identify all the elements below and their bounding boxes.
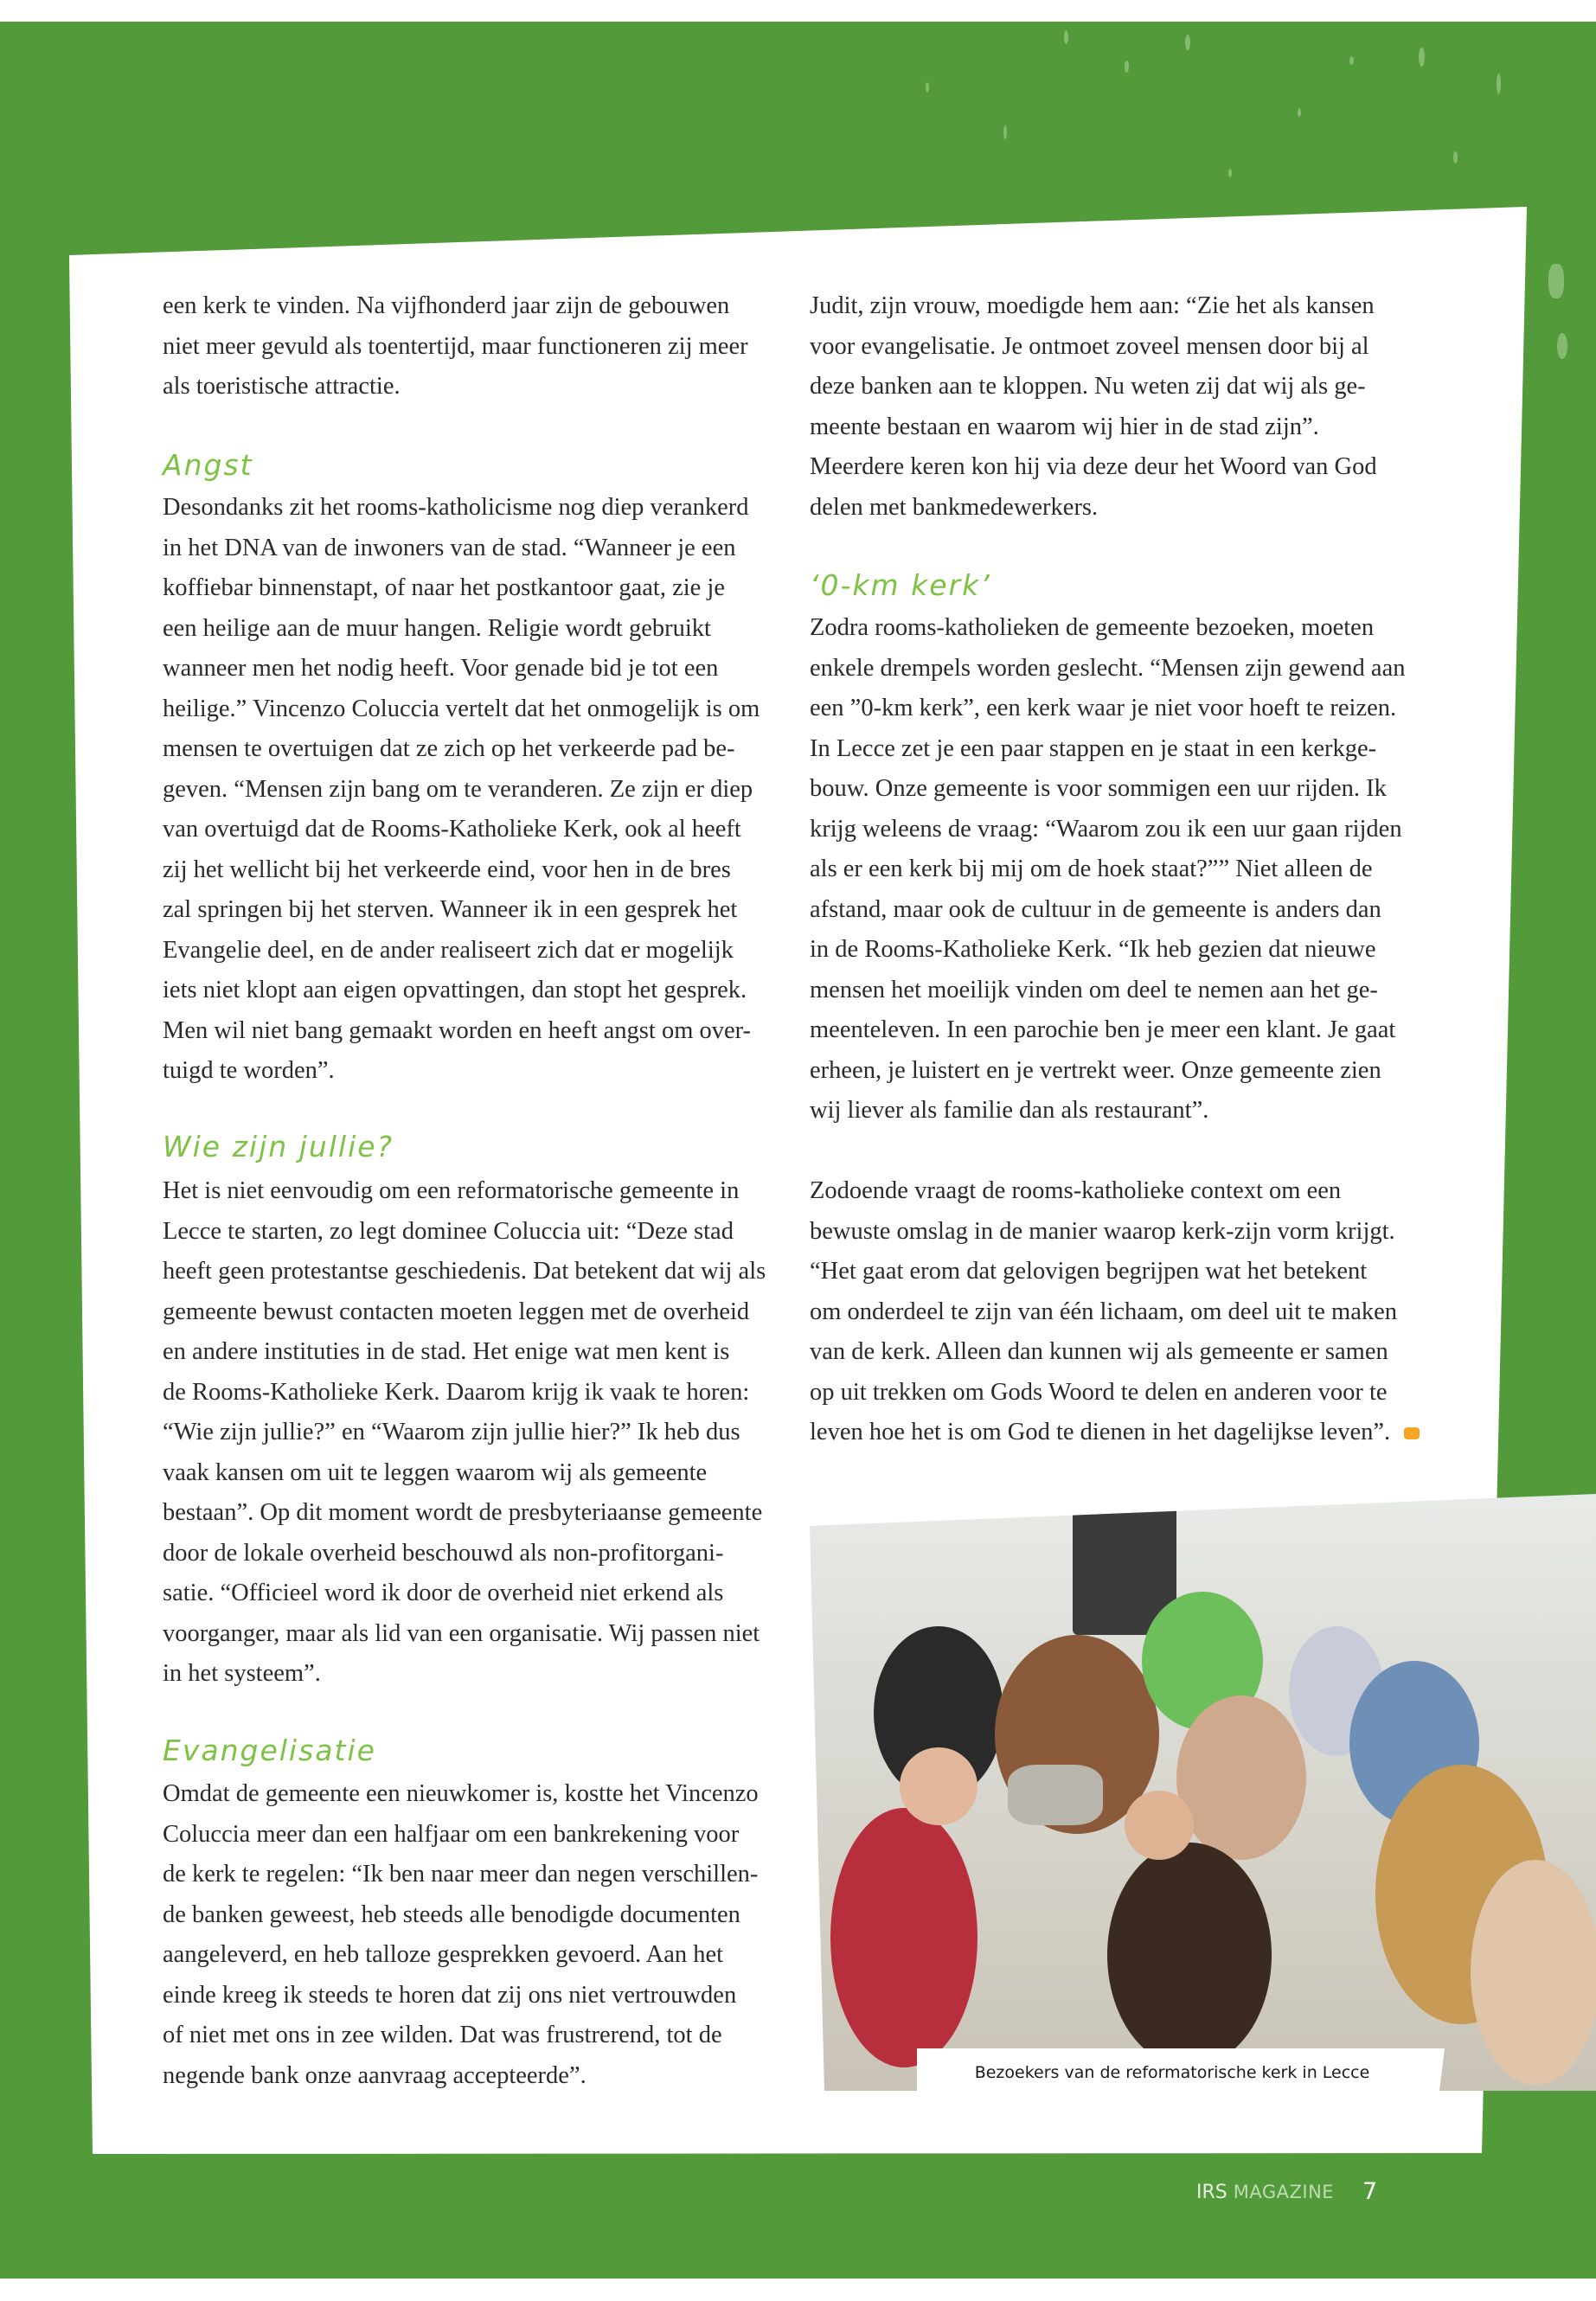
line-text: de Rooms-Katholieke Kerk. Daarom krijg ik vaak te horen: — [163, 1378, 750, 1406]
text-line — [163, 810, 760, 850]
text-line — [163, 1534, 766, 1574]
text-line — [810, 407, 1377, 448]
line-text: door de lokale overheid beschouwd als non-profitorgani- — [163, 1539, 724, 1567]
line-text: bewuste omslag in de manier waarop kerk-zijn vorm krijgt. — [810, 1217, 1395, 1245]
text-line — [163, 649, 760, 689]
speckle — [1419, 48, 1425, 67]
speckle — [1497, 74, 1501, 94]
paragraph-wie-zijn-jullie — [163, 1171, 766, 1695]
text-line — [163, 367, 748, 407]
speckle — [1003, 125, 1007, 139]
text-line — [163, 1212, 766, 1253]
text-line — [810, 1171, 1420, 1212]
text-line — [163, 529, 760, 569]
line-text: meente bestaan en waarom wij hier in de stad zijn”. — [810, 413, 1319, 440]
text-line — [163, 609, 760, 650]
speckle — [1185, 35, 1190, 50]
speckle — [926, 82, 929, 93]
line-text: gemeente bewust contacten moeten leggen met de overheid — [163, 1298, 750, 1325]
text-line — [163, 1413, 766, 1453]
speckle — [1228, 169, 1232, 177]
line-text: van de kerk. Alleen dan kunnen wij als gemeente er samen — [810, 1338, 1388, 1365]
text-line — [163, 1373, 766, 1413]
text-line — [810, 286, 1377, 327]
text-line — [810, 488, 1377, 529]
heading-angst: Angst — [163, 448, 253, 482]
line-text: mensen het moeilijk vinden om deel te nemen aan het ge- — [810, 976, 1378, 1003]
speckle — [1453, 151, 1458, 163]
line-text: heilige.” Vincenzo Coluccia vertelt dat het onmogelijk is om — [163, 695, 760, 722]
page-number: 7 — [1362, 2178, 1378, 2205]
line-text: meenteleven. In een parochie ben je meer een klant. Je gaat — [810, 1016, 1396, 1043]
text-line — [163, 689, 760, 730]
speckle — [1548, 264, 1564, 298]
text-line — [163, 971, 760, 1011]
line-text: Men wil niet bang gemaakt worden en heeft angst om over- — [163, 1016, 752, 1044]
line-text: als toeristische attractie. — [163, 373, 401, 400]
text-line — [163, 1574, 766, 1614]
text-line — [163, 1855, 759, 1895]
line-text: op uit trekken om Gods Woord te delen en anderen voor te — [810, 1378, 1388, 1406]
text-line — [163, 1614, 766, 1655]
line-text: Meerdere keren kon hij via deze deur het Woord van God — [810, 453, 1377, 480]
line-text: satie. “Officieel word ik door de overheid niet erkend als — [163, 1580, 724, 1606]
text-line — [810, 769, 1405, 810]
paragraph-0-km-kerk — [810, 608, 1405, 1131]
brand-magazine: MAGAZINE — [1233, 2182, 1335, 2202]
line-text: zal springen bij het sterven. Wanneer ik in een gesprek het — [163, 896, 738, 923]
line-text: bestaan”. Op dit moment wordt de presbyteriaanse gemeente — [163, 1499, 763, 1526]
text-line — [810, 608, 1405, 649]
text-line — [810, 1373, 1420, 1413]
speckle — [1064, 30, 1068, 44]
line-text: als er een kerk bij mij om de hoek staat?”” Niet alleen de — [810, 856, 1373, 882]
text-line — [810, 1051, 1405, 1092]
line-text: voor evangelisatie. Je ontmoet zoveel mensen door bij al — [810, 332, 1369, 360]
line-text: Het is niet eenvoudig om een reformatorische gemeente in — [163, 1177, 740, 1204]
text-line — [810, 849, 1405, 890]
text-line — [810, 1332, 1420, 1373]
text-line — [163, 2016, 759, 2056]
text-line — [163, 1815, 759, 1856]
text-line — [163, 1774, 759, 1815]
text-line — [163, 890, 760, 931]
line-text: en andere instituties in de stad. Het enige wat men kent is — [163, 1338, 730, 1365]
text-line — [163, 1332, 766, 1373]
line-text: zij het wellicht bij het verkeerde eind, voor hen in de bres — [163, 856, 731, 883]
text-line — [810, 447, 1377, 488]
heading-wie-zijn-jullie: Wie zijn jullie? — [163, 1130, 394, 1163]
line-text: delen met bankmedewerkers. — [810, 493, 1099, 521]
text-line — [163, 931, 760, 971]
line-text: in het DNA van de inwoners van de stad. “Wanneer je een — [163, 534, 736, 561]
line-text: enkele drempels worden geslecht. “Mensen zijn gewend aan — [810, 654, 1406, 682]
line-text: deze banken aan te kloppen. Nu weten zij dat wij als ge- — [810, 373, 1366, 400]
text-line — [163, 286, 748, 327]
line-text: Desondanks zit het rooms-katholicisme nog diep verankerd — [163, 494, 749, 521]
line-text: iets niet klopt aan eigen opvattingen, dan stopt het gesprek. — [163, 977, 747, 1003]
text-line — [810, 810, 1405, 850]
line-text: “Wie zijn jullie?” en “Waarom zijn jullie hier?” Ik heb dus — [163, 1419, 740, 1445]
line-text: wanneer men het nodig heeft. Voor genade bid je tot een — [163, 655, 719, 682]
paragraph-evangelisatie — [163, 1774, 759, 2096]
line-text: erheen, je luistert en je vertrekt weer. Onze gemeente zien — [810, 1056, 1381, 1084]
text-line — [163, 1654, 766, 1695]
text-line — [163, 729, 760, 770]
line-text: niet meer gevuld als toentertijd, maar functioneren zij meer — [163, 332, 748, 360]
line-text: geven. “Mensen zijn bang om te veranderen. Ze zijn er diep — [163, 775, 753, 803]
heading-evangelisatie: Evangelisatie — [163, 1734, 376, 1767]
line-text: Omdat de gemeente een nieuwkomer is, kostte het Vincenzo — [163, 1780, 759, 1807]
line-text: een ”0-km kerk”, een kerk waar je niet voor hoeft te reizen. — [810, 695, 1397, 721]
text-line — [163, 1252, 766, 1292]
text-line — [810, 1413, 1420, 1453]
photo-caption: Bezoekers van de reformatorische kerk in Lecce — [974, 2063, 1370, 2082]
line-text: bouw. Onze gemeente is voor sommigen een uur rijden. Ik — [810, 775, 1387, 802]
text-line — [810, 1252, 1420, 1292]
paragraph-intro — [163, 286, 748, 407]
text-line — [810, 649, 1405, 689]
line-text: voorganger, maar als lid van een organisatie. Wij passen niet — [163, 1619, 760, 1647]
line-text: een kerk te vinden. Na vijfhonderd jaar zijn de gebouwen — [163, 292, 730, 319]
line-text: wij liever als familie dan als restaurant”. — [810, 1097, 1209, 1124]
line-text: Coluccia meer dan een halfjaar om een bankrekening voor — [163, 1820, 740, 1848]
line-text: heeft geen protestantse geschiedenis. Dat betekent dat wij als — [163, 1258, 766, 1285]
line-text: afstand, maar ook de cultuur in de gemeente is anders dan — [810, 895, 1381, 923]
text-line — [163, 1292, 766, 1333]
line-text: Zodra rooms-katholieken de gemeente bezoeken, moeten — [810, 614, 1375, 641]
line-text: einde kreeg ik steeds te horen dat zij ons niet vertrouwden — [163, 1981, 737, 2009]
line-text: de banken geweest, heb steeds alle benodigde documenten — [163, 1900, 740, 1928]
line-text: In Lecce zet je een paar stappen en je staat in een kerkge- — [810, 734, 1377, 762]
speckle — [1125, 61, 1129, 73]
line-text: in de Rooms-Katholieke Kerk. “Ik heb gezien dat nieuwe — [810, 936, 1376, 963]
text-line — [163, 1171, 766, 1212]
text-line — [163, 850, 760, 891]
text-line — [810, 890, 1405, 931]
line-text: negende bank onze aanvraag accepteerde”. — [163, 2061, 586, 2089]
line-text: vaak kansen om uit te leggen waarom wij als gemeente — [163, 1458, 708, 1486]
line-text: Lecce te starten, zo legt dominee Coluccia uit: “Deze stad — [163, 1217, 734, 1245]
text-line — [163, 1976, 759, 2016]
text-line — [810, 1212, 1420, 1253]
speckle — [1298, 108, 1301, 117]
text-line — [163, 770, 760, 811]
paragraph-conclusion — [810, 1171, 1420, 1453]
line-text: tuigd te worden”. — [163, 1057, 335, 1084]
line-text: krijg weleens de vraag: “Waarom zou ik een uur gaan rijden — [810, 815, 1402, 843]
end-of-article-mark — [1404, 1427, 1420, 1439]
line-text: om onderdeel te zijn van één lichaam, om deel uit te maken — [810, 1298, 1397, 1325]
line-text: “Het gaat erom dat gelovigen begrijpen wat het betekent — [810, 1258, 1368, 1285]
text-line — [810, 1292, 1420, 1333]
line-text: de kerk te regelen: “Ik ben naar meer dan negen verschillen- — [163, 1861, 759, 1888]
text-line — [810, 327, 1377, 368]
text-line — [163, 1011, 760, 1052]
line-text: Zodoende vraagt de rooms-katholieke context om een — [810, 1177, 1342, 1204]
text-line — [810, 367, 1377, 407]
text-line — [163, 327, 748, 368]
line-text: Evangelie deel, en de ander realiseert zich dat er mogelijk — [163, 936, 734, 964]
line-text: leven hoe het is om God te dienen in het dagelijkse leven”. — [810, 1419, 1391, 1445]
text-line — [810, 930, 1405, 971]
brand-irs: IRS — [1196, 2182, 1227, 2203]
line-text: een heilige aan de muur hangen. Religie wordt gebruikt — [163, 614, 711, 642]
paragraph-judit — [810, 286, 1377, 528]
line-text: van overtuigd dat de Rooms-Katholieke Kerk, ook al heeft — [163, 816, 741, 843]
text-line — [163, 568, 760, 609]
text-line — [163, 488, 760, 529]
text-line — [163, 1935, 759, 1976]
text-line — [163, 1895, 759, 1936]
speckle — [1349, 56, 1354, 65]
text-line — [810, 1010, 1405, 1051]
magazine-brand — [1196, 2182, 1334, 2203]
line-text: in het systeem”. — [163, 1660, 321, 1687]
text-line — [163, 1493, 766, 1534]
line-text: aangeleverd, en heb talloze gesprekken gevoerd. Aan het — [163, 1941, 724, 1968]
text-line — [810, 971, 1405, 1011]
text-line — [810, 689, 1405, 729]
text-line — [163, 2056, 759, 2097]
heading-0-km-kerk: ‘0-km kerk’ — [810, 568, 991, 602]
text-line — [163, 1051, 760, 1092]
text-line — [810, 1091, 1405, 1131]
speckle — [1557, 333, 1567, 359]
line-text: Judit, zijn vrouw, moedigde hem aan: “Zie het als kansen — [810, 292, 1375, 319]
paragraph-angst — [163, 488, 760, 1092]
text-line — [810, 729, 1405, 770]
line-text: koffiebar binnenstapt, of naar het postkantoor gaat, zie je — [163, 574, 725, 601]
line-text: of niet met ons in zee wilden. Dat was frustrerend, tot de — [163, 2022, 722, 2048]
text-line — [163, 1453, 766, 1494]
line-text: mensen te overtuigen dat ze zich op het verkeerde pad be- — [163, 735, 735, 762]
